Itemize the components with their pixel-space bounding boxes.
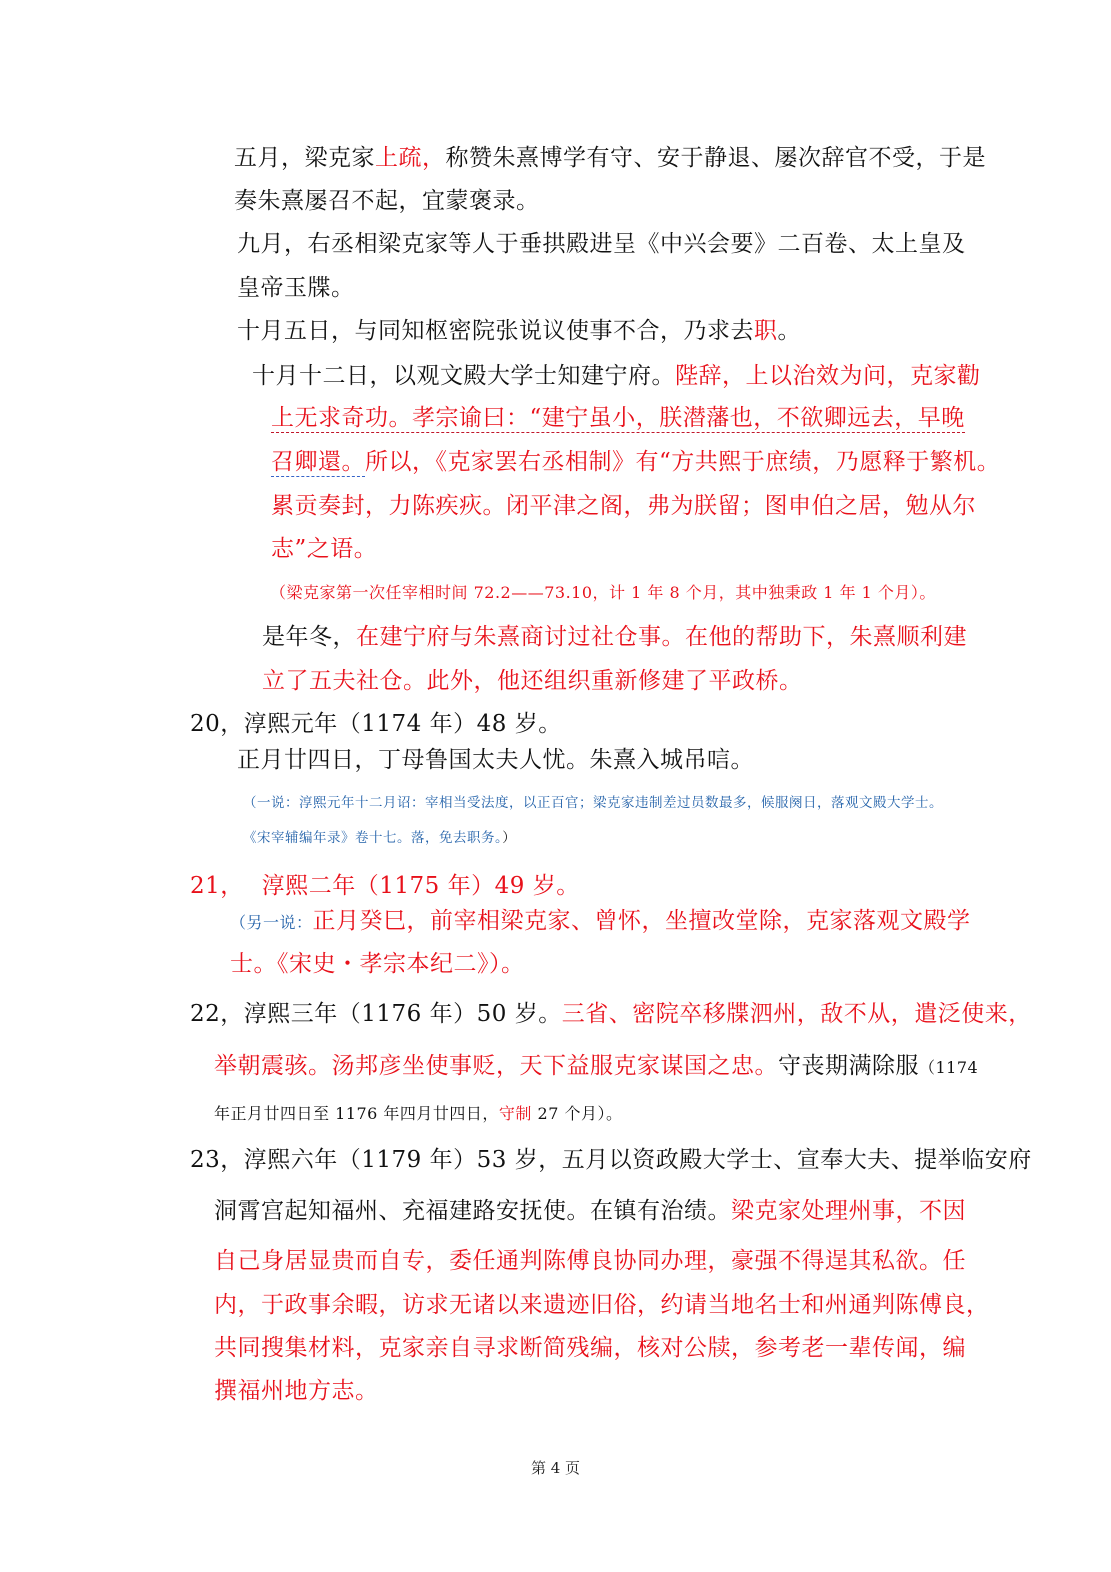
text-line-19: （另一说：正月癸巳，前宰相梁克家、曾怀，坐擅改堂除，克家落观文殿学	[230, 908, 971, 934]
text-line-1: 五月，梁克家上疏，称赞朱熹博学有守、安于静退、屡次辞官不受，于是	[234, 145, 986, 171]
text-line-16-note: （一说：淳熙元年十二月诏：宰相当受法度，以正百官；梁克家违制差过员数最多，候服阕日，落观文殿大学士。	[243, 795, 943, 811]
text-line-7: 上无求奇功。孝宗谕曰：“建宁虽小，朕潜藩也，不欲卿远去，早晚	[271, 405, 965, 431]
text-line-22: 举朝震骇。汤邦彦坐使事贬，天下益服克家谋国之忠。守丧期满除服（1174	[214, 1053, 979, 1079]
text-line-10: 志”之语。	[271, 536, 378, 562]
text-line-2: 奏朱熹屡召不起，宜蒙褒录。	[234, 188, 540, 214]
text-line-27: 内，于政事余暇，访求无诸以来遗迹旧俗，约请当地名士和州通判陈傅良，	[214, 1292, 990, 1318]
text-line-20: 士。《宋史・孝宗本纪二》）。	[230, 951, 525, 977]
text-line-29: 撰福州地方志。	[214, 1378, 379, 1404]
text-line-13: 立了五夫社仓。此外，他还组织重新修建了平政桥。	[262, 668, 803, 694]
text-line-11-note: （梁克家第一次任宰相时间 72.2——73.10，计 1 年 8 个月，其中独秉政 1 年 1 个月）。	[270, 583, 936, 602]
text-line-28: 共同搜集材料，克家亲自寻求断简残编，核对公牍，参考老一辈传闻，编	[214, 1335, 966, 1361]
text-line-4: 皇帝玉牒。	[237, 275, 355, 301]
text-line-25: 洞霄宫起知福州、充福建路安抚使。在镇有治绩。梁克家处理州事，不因	[214, 1198, 966, 1224]
text-line-5: 十月五日，与同知枢密院张说议使事不合，乃求去职。	[237, 318, 801, 344]
text-line-26: 自己身居显贵而自专，委任通判陈傅良协同办理，豪强不得逞其私欲。任	[214, 1248, 966, 1274]
page-number: 第 4 页	[530, 1459, 581, 1477]
text-line-17-note: 《宋宰辅编年录》卷十七。落，免去职务。）	[243, 830, 517, 846]
text-line-14: 20，淳熙元年（1174 年）48 岁。	[190, 711, 562, 737]
text-line-18: 21， 淳熙二年（1175 年）49 岁。	[190, 873, 580, 899]
text-line-24: 23，淳熙六年（1179 年）53 岁，五月以资政殿大学士、宣奉大夫、提举临安府	[190, 1147, 1032, 1173]
text-line-3: 九月，右丞相梁克家等人于垂拱殿进呈《中兴会要》二百卷、太上皇及	[237, 231, 966, 257]
text-line-6: 十月十二日，以观文殿大学士知建宁府。陛辞，上以治效为问，克家勸	[252, 363, 981, 389]
text-line-21: 22，淳熙三年（1176 年）50 岁。三省、密院卒移牒泗州，敌不从，遣泛使来，	[190, 1001, 1032, 1027]
text-line-15: 正月廿四日，丁母鲁国太夫人忧。朱熹入城吊唁。	[237, 747, 754, 773]
text-line-12: 是年冬，在建宁府与朱熹商讨过社仓事。在他的帮助下，朱熹顺利建	[262, 624, 967, 650]
text-line-8: 召卿還。所以，《克家罢右丞相制》有“方共熙于庶绩，乃愿释于繁机。	[271, 449, 1001, 475]
text-line-23: 年正月廿四日至 1176 年四月廿四日，守制 27 个月）。	[214, 1104, 623, 1123]
text-line-9: 累贡奏封，力陈疾疢。闭平津之阁，弗为朕留；图申伯之居，勉从尔	[271, 493, 976, 519]
